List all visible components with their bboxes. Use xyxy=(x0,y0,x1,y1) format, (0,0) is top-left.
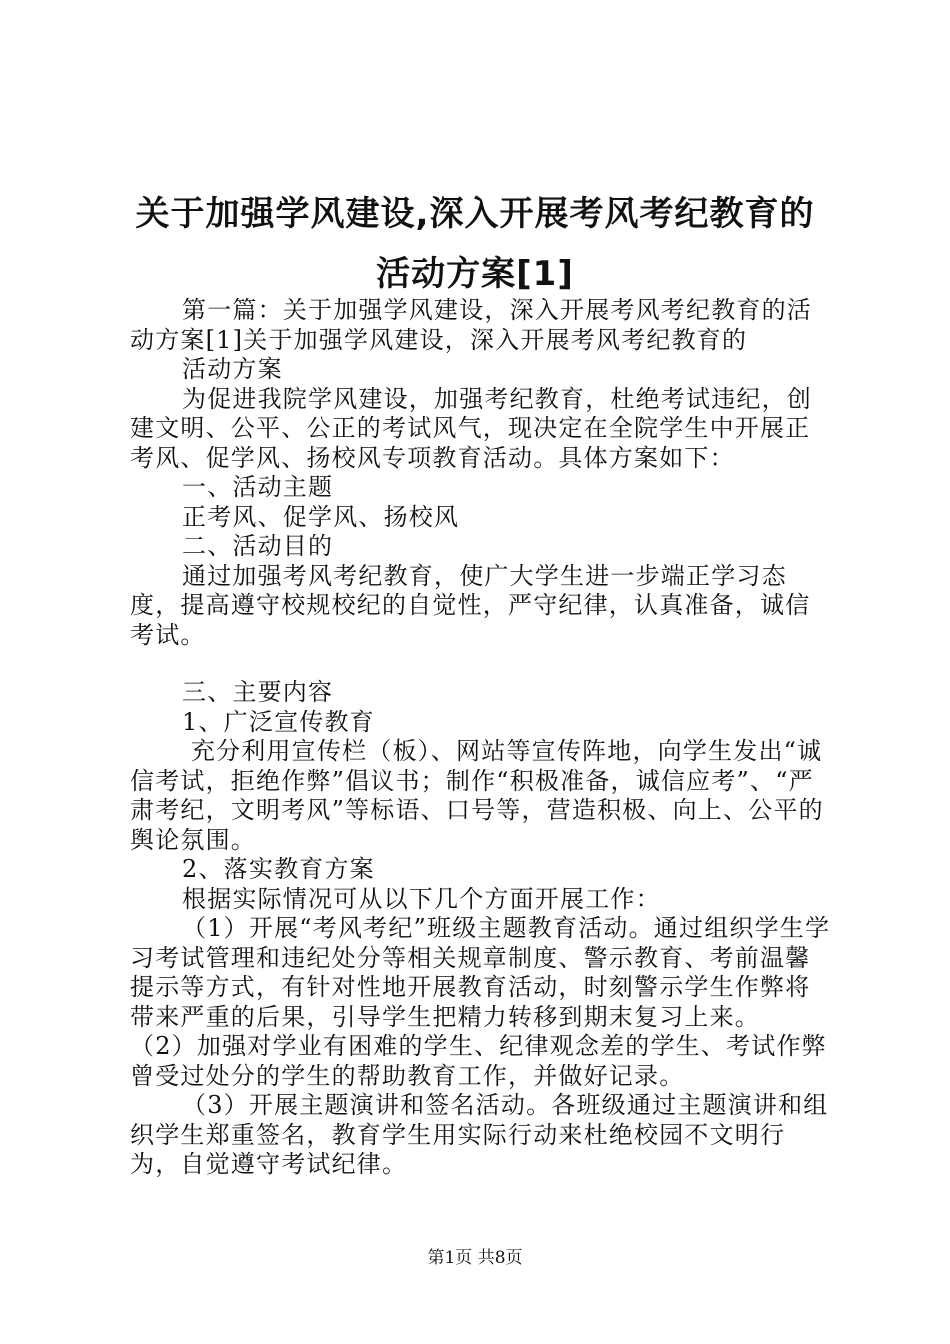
heading-plan: 2、落实教育方案 xyxy=(182,855,375,883)
paragraph-plan-intro: 根据实际情况可从以下几个方面开展工作： xyxy=(182,884,661,913)
paragraph-item-2: （2）加强对学业有困难的学生、纪律观念差的学生、考试作弊曾受过处分的学生的帮助教育工作，并做好记录。 xyxy=(130,1032,827,1090)
heading-goal: 二、活动目的 xyxy=(182,532,334,560)
paragraph-subtitle: 活动方案 xyxy=(182,355,283,383)
paragraph-theme: 正考风、促学风、扬校风 xyxy=(182,502,460,531)
paragraph-purpose: 为促进我院学风建设，加强考纪教育，杜绝考试违纪，创建文明、公平、公正的考试风气，现决定在全院学生中开展正考风、促学风、扬校风专项教育活动。具体方案如下： xyxy=(130,384,812,472)
paragraph-publicity: 充分利用宣传栏（板）、网站等宣传阵地，向学生发出“诚信考试，拒绝作弊”倡议书；制作“积极准备，诚信应考”、“严肃考纪，文明考风”等标语、口号等，营造积极、向上、公平的舆论氛围。 xyxy=(130,737,824,854)
heading-content: 三、主要内容 xyxy=(182,678,334,706)
document-body xyxy=(130,296,835,1180)
paragraph-goal: 通过加强考风考纪教育，使广大学生进一步端正学习态度，提高遵守校规校纪的自觉性，严守纪律，认真准备，诚信考试。 xyxy=(130,561,811,649)
paragraph-gap xyxy=(130,650,835,678)
heading-publicity: 1、广泛宣传教育 xyxy=(182,707,375,736)
document-title-line2: 活动方案[1] xyxy=(376,254,574,294)
paragraph-intro: 第一篇：关于加强学风建设，深入开展考风考纪教育的活动方案[1]关于加强学风建设，深入开展考风考纪教育的 xyxy=(130,296,812,354)
paragraph-item-3: （3）开展主题演讲和签名活动。各班级通过主题演讲和组织学生郑重签名，教育学生用实际行动来杜绝校园不文明行为，自觉遵守考试纪律。 xyxy=(130,1091,829,1178)
heading-theme: 一、活动主题 xyxy=(182,473,334,501)
page-footer: 第1页 共8页 xyxy=(427,1248,523,1268)
paragraph-item-1: （1）开展“考风考纪”班级主题教育活动。通过组织学生学习考试管理和违纪处分等相关规章制度、警示教育、考前温馨提示等方式，有针对性地开展教育活动，时刻警示学生作弊将带来严重的后果，引导学生把精力转移到期末复习上来。 xyxy=(130,914,831,1031)
document-title-line1: 关于加强学风建设,深入开展考风考纪教育的 xyxy=(135,194,815,234)
